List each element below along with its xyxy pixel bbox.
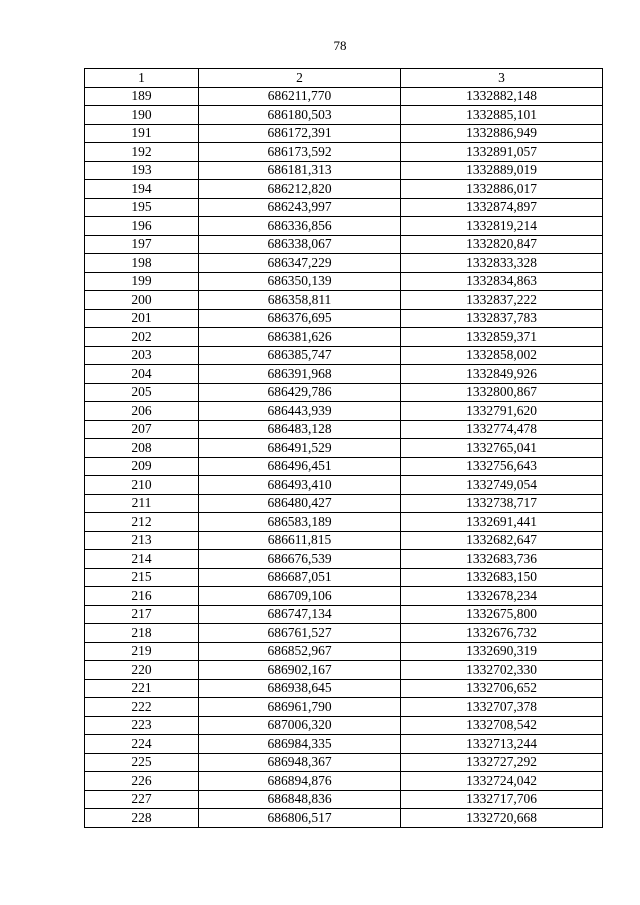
- point-number-cell: 189: [85, 87, 199, 106]
- x-coordinate-cell: 686961,790: [199, 698, 401, 717]
- x-coordinate-cell: 686496,451: [199, 457, 401, 476]
- x-coordinate-cell: 686173,592: [199, 143, 401, 162]
- x-coordinate-cell: 686984,335: [199, 735, 401, 754]
- point-number-cell: 223: [85, 716, 199, 735]
- point-number-cell: 218: [85, 624, 199, 643]
- table-row: [85, 587, 603, 606]
- y-coordinate-cell: 1332837,783: [401, 309, 603, 328]
- x-coordinate-cell: 687006,320: [199, 716, 401, 735]
- coordinates-table: [84, 68, 603, 828]
- table-row: [85, 365, 603, 384]
- column-header-2: 2: [199, 69, 401, 88]
- y-coordinate-cell: 1332683,736: [401, 550, 603, 569]
- table-row: [85, 87, 603, 106]
- x-coordinate-cell: 686350,139: [199, 272, 401, 291]
- table-row: [85, 198, 603, 217]
- point-number-cell: 221: [85, 679, 199, 698]
- y-coordinate-cell: 1332675,800: [401, 605, 603, 624]
- x-coordinate-cell: 686376,695: [199, 309, 401, 328]
- y-coordinate-cell: 1332707,378: [401, 698, 603, 717]
- x-coordinate-cell: 686243,997: [199, 198, 401, 217]
- table-header-row: [85, 69, 603, 88]
- y-coordinate-cell: 1332774,478: [401, 420, 603, 439]
- table-row: [85, 235, 603, 254]
- y-coordinate-cell: 1332891,057: [401, 143, 603, 162]
- point-number-cell: 216: [85, 587, 199, 606]
- table-row: [85, 568, 603, 587]
- point-number-cell: 206: [85, 402, 199, 421]
- y-coordinate-cell: 1332849,926: [401, 365, 603, 384]
- table-row: [85, 124, 603, 143]
- x-coordinate-cell: 686483,128: [199, 420, 401, 439]
- x-coordinate-cell: 686938,645: [199, 679, 401, 698]
- table-row: [85, 291, 603, 310]
- table-row: [85, 698, 603, 717]
- x-coordinate-cell: 686493,410: [199, 476, 401, 495]
- x-coordinate-cell: 686894,876: [199, 772, 401, 791]
- y-coordinate-cell: 1332682,647: [401, 531, 603, 550]
- point-number-cell: 219: [85, 642, 199, 661]
- x-coordinate-cell: 686347,229: [199, 254, 401, 273]
- table-row: [85, 161, 603, 180]
- table-row: [85, 383, 603, 402]
- y-coordinate-cell: 1332724,042: [401, 772, 603, 791]
- x-coordinate-cell: 686902,167: [199, 661, 401, 680]
- y-coordinate-cell: 1332690,319: [401, 642, 603, 661]
- y-coordinate-cell: 1332874,897: [401, 198, 603, 217]
- x-coordinate-cell: 686172,391: [199, 124, 401, 143]
- point-number-cell: 228: [85, 809, 199, 828]
- point-number-cell: 225: [85, 753, 199, 772]
- y-coordinate-cell: 1332791,620: [401, 402, 603, 421]
- table-row: [85, 772, 603, 791]
- point-number-cell: 208: [85, 439, 199, 458]
- table-row: [85, 809, 603, 828]
- table-row: [85, 735, 603, 754]
- table-row: [85, 550, 603, 569]
- table-row: [85, 439, 603, 458]
- x-coordinate-cell: 686180,503: [199, 106, 401, 125]
- table-row: [85, 513, 603, 532]
- y-coordinate-cell: 1332837,222: [401, 291, 603, 310]
- table-row: [85, 531, 603, 550]
- table-row: [85, 328, 603, 347]
- y-coordinate-cell: 1332708,542: [401, 716, 603, 735]
- point-number-cell: 196: [85, 217, 199, 236]
- x-coordinate-cell: 686391,968: [199, 365, 401, 384]
- table-row: [85, 420, 603, 439]
- table-row: [85, 402, 603, 421]
- point-number-cell: 200: [85, 291, 199, 310]
- x-coordinate-cell: 686848,836: [199, 790, 401, 809]
- point-number-cell: 204: [85, 365, 199, 384]
- x-coordinate-cell: 686443,939: [199, 402, 401, 421]
- x-coordinate-cell: 686852,967: [199, 642, 401, 661]
- point-number-cell: 215: [85, 568, 199, 587]
- x-coordinate-cell: 686212,820: [199, 180, 401, 199]
- point-number-cell: 212: [85, 513, 199, 532]
- point-number-cell: 224: [85, 735, 199, 754]
- table-row: [85, 605, 603, 624]
- y-coordinate-cell: 1332738,717: [401, 494, 603, 513]
- point-number-cell: 201: [85, 309, 199, 328]
- table-row: [85, 642, 603, 661]
- table-row: [85, 624, 603, 643]
- x-coordinate-cell: 686687,051: [199, 568, 401, 587]
- column-header-3: 3: [401, 69, 603, 88]
- y-coordinate-cell: 1332885,101: [401, 106, 603, 125]
- x-coordinate-cell: 686211,770: [199, 87, 401, 106]
- table-row: [85, 661, 603, 680]
- y-coordinate-cell: 1332756,643: [401, 457, 603, 476]
- point-number-cell: 210: [85, 476, 199, 495]
- point-number-cell: 199: [85, 272, 199, 291]
- y-coordinate-cell: 1332859,371: [401, 328, 603, 347]
- y-coordinate-cell: 1332749,054: [401, 476, 603, 495]
- table-row: [85, 457, 603, 476]
- page-number: 78: [333, 38, 347, 53]
- point-number-cell: 192: [85, 143, 199, 162]
- x-coordinate-cell: 686583,189: [199, 513, 401, 532]
- point-number-cell: 191: [85, 124, 199, 143]
- x-coordinate-cell: 686491,529: [199, 439, 401, 458]
- x-coordinate-cell: 686181,313: [199, 161, 401, 180]
- x-coordinate-cell: 686806,517: [199, 809, 401, 828]
- table-row: [85, 753, 603, 772]
- x-coordinate-cell: 686709,106: [199, 587, 401, 606]
- y-coordinate-cell: 1332676,732: [401, 624, 603, 643]
- point-number-cell: 217: [85, 605, 199, 624]
- point-number-cell: 222: [85, 698, 199, 717]
- x-coordinate-cell: 686948,367: [199, 753, 401, 772]
- x-coordinate-cell: 686336,856: [199, 217, 401, 236]
- y-coordinate-cell: 1332820,847: [401, 235, 603, 254]
- y-coordinate-cell: 1332727,292: [401, 753, 603, 772]
- x-coordinate-cell: 686480,427: [199, 494, 401, 513]
- point-number-cell: 197: [85, 235, 199, 254]
- table-row: [85, 476, 603, 495]
- y-coordinate-cell: 1332833,328: [401, 254, 603, 273]
- y-coordinate-cell: 1332713,244: [401, 735, 603, 754]
- y-coordinate-cell: 1332720,668: [401, 809, 603, 828]
- point-number-cell: 209: [85, 457, 199, 476]
- point-number-cell: 195: [85, 198, 199, 217]
- x-coordinate-cell: 686429,786: [199, 383, 401, 402]
- point-number-cell: 214: [85, 550, 199, 569]
- x-coordinate-cell: 686358,811: [199, 291, 401, 310]
- table-row: [85, 143, 603, 162]
- y-coordinate-cell: 1332819,214: [401, 217, 603, 236]
- table-row: [85, 309, 603, 328]
- y-coordinate-cell: 1332706,652: [401, 679, 603, 698]
- x-coordinate-cell: 686338,067: [199, 235, 401, 254]
- table-row: [85, 254, 603, 273]
- table-row: [85, 494, 603, 513]
- table-row: [85, 679, 603, 698]
- y-coordinate-cell: 1332886,949: [401, 124, 603, 143]
- x-coordinate-cell: 686385,747: [199, 346, 401, 365]
- point-number-cell: 205: [85, 383, 199, 402]
- point-number-cell: 226: [85, 772, 199, 791]
- column-header-1: 1: [85, 69, 199, 88]
- point-number-cell: 227: [85, 790, 199, 809]
- point-number-cell: 220: [85, 661, 199, 680]
- table-row: [85, 346, 603, 365]
- x-coordinate-cell: 686676,539: [199, 550, 401, 569]
- table-row: [85, 217, 603, 236]
- y-coordinate-cell: 1332882,148: [401, 87, 603, 106]
- point-number-cell: 213: [85, 531, 199, 550]
- x-coordinate-cell: 686747,134: [199, 605, 401, 624]
- point-number-cell: 190: [85, 106, 199, 125]
- table-row: [85, 272, 603, 291]
- table-row: [85, 106, 603, 125]
- y-coordinate-cell: 1332858,002: [401, 346, 603, 365]
- y-coordinate-cell: 1332800,867: [401, 383, 603, 402]
- table-row: [85, 790, 603, 809]
- y-coordinate-cell: 1332889,019: [401, 161, 603, 180]
- point-number-cell: 193: [85, 161, 199, 180]
- y-coordinate-cell: 1332765,041: [401, 439, 603, 458]
- x-coordinate-cell: 686381,626: [199, 328, 401, 347]
- y-coordinate-cell: 1332691,441: [401, 513, 603, 532]
- point-number-cell: 194: [85, 180, 199, 199]
- y-coordinate-cell: 1332683,150: [401, 568, 603, 587]
- table-body: [85, 87, 603, 827]
- point-number-cell: 207: [85, 420, 199, 439]
- table-row: [85, 180, 603, 199]
- point-number-cell: 203: [85, 346, 199, 365]
- table-row: [85, 716, 603, 735]
- point-number-cell: 211: [85, 494, 199, 513]
- y-coordinate-cell: 1332702,330: [401, 661, 603, 680]
- x-coordinate-cell: 686611,815: [199, 531, 401, 550]
- y-coordinate-cell: 1332886,017: [401, 180, 603, 199]
- x-coordinate-cell: 686761,527: [199, 624, 401, 643]
- point-number-cell: 202: [85, 328, 199, 347]
- y-coordinate-cell: 1332717,706: [401, 790, 603, 809]
- y-coordinate-cell: 1332834,863: [401, 272, 603, 291]
- y-coordinate-cell: 1332678,234: [401, 587, 603, 606]
- point-number-cell: 198: [85, 254, 199, 273]
